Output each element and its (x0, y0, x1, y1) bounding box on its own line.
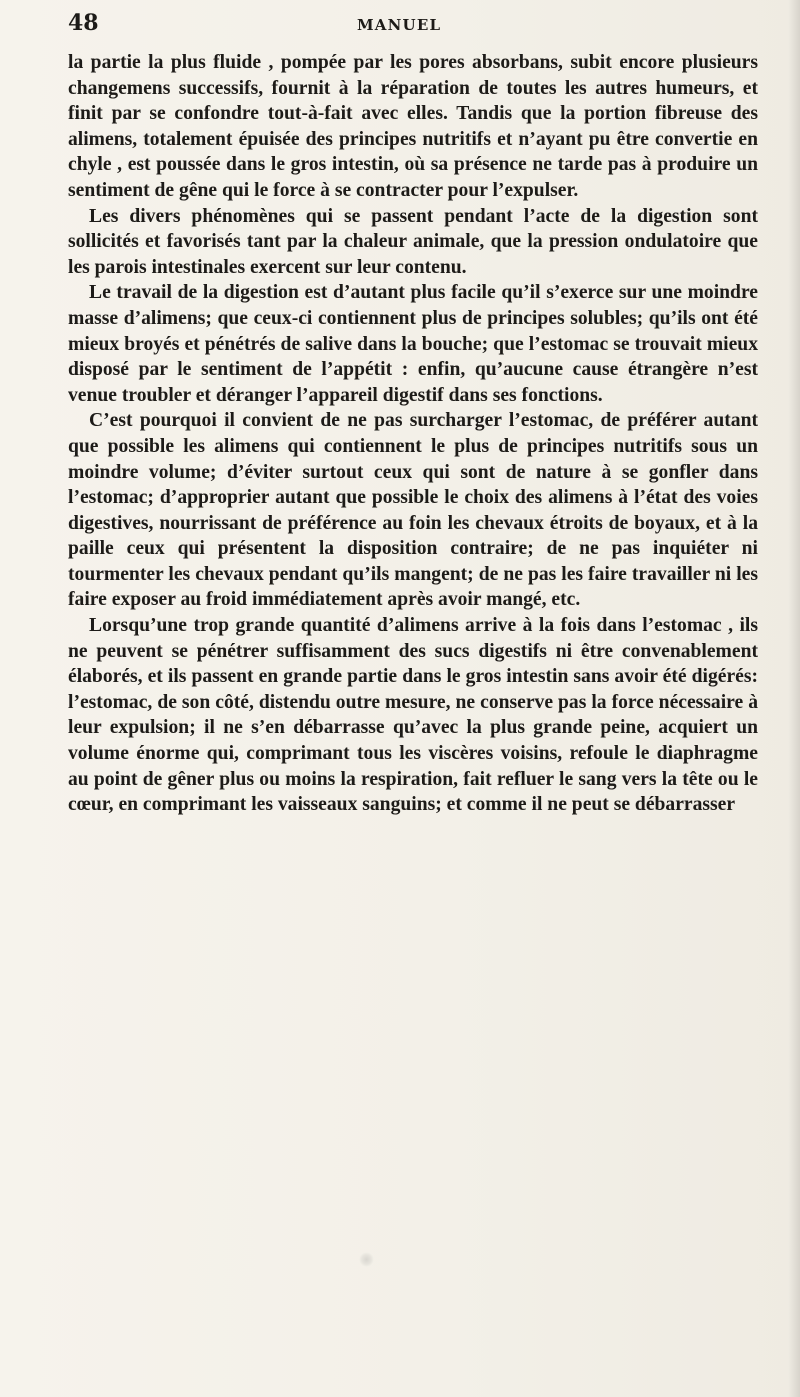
paragraph-3: Le travail de la digestion est d’autant plus facile qu’il s’exerce sur une moindre masse d’alimens; que ceux-ci contiennent plus de principes solubles; qu’ils ont été mieux broyés et pénétrés de salive dans la bouche; que l’estomac se trouvait mieux disposé par le sentiment de l’appétit : enfin, qu’aucune cause étrangère n’est venue troubler et déranger l’appareil digestif dans ses fonctions. (68, 282, 758, 406)
paragraph-5: Lorsqu’une trop grande quantité d’alimens arrive à la fois dans l’estomac , ils ne peuvent se pénétrer suffisamment des sucs digestifs ni être convenablement élaborés, et ils passent en grande partie dans le gros intestin sans avoir été digérés: l’estomac, de son côté, distendu outre mesure, ne conserve pas la force nécessaire à leur expulsion; il ne s’en débarrasse qu’avec la plus grande peine, acquiert un volume énorme qui, comprimant tous les viscères voisins, refoule le diaphragme au point de gêner plus ou moins la respiration, fait refluer le sang vers la tête ou le cœur, en comprimant les vaisseaux sanguins; et comme il ne peut se débarrasser (68, 615, 758, 816)
paragraph-1: la partie la plus fluide , pompée par les pores absorbans, subit encore plusieurs changemens successifs, fournit à la réparation de toutes les autres humeurs, et finit par se confondre tout-à-fait avec elles. Tandis que la portion fibreuse des alimens, totalement épuisée des principes nutritifs et n’ayant pu être convertie en chyle , est poussée dans le gros intestin, où sa présence ne tarde pas à produire un sentiment de gêne qui le force à se contracter pour l’expulser. (68, 52, 758, 201)
page-number: 48 (68, 10, 99, 36)
body-text (68, 50, 758, 818)
paragraph-2: Les divers phénomènes qui se passent pendant l’acte de la digestion sont sollicités et favorisés tant par la chaleur animale, que la pression ondulatoire que les parois intestinales exercent sur leur contenu. (68, 205, 758, 278)
paragraph-4: C’est pourquoi il convient de ne pas surcharger l’estomac, de préférer autant que possible les alimens qui contiennent le plus de principes nutritifs sous un moindre volume; d’éviter surtout ceux qui sont de nature à se gonfler dans l’estomac; d’approprier autant que possible le choix des alimens à l’état des voies digestives, nourrissant de préférence au foin les chevaux étroits de boyaux, et à la paille ceux qui présentent la disposition contraire; de ne pas inquiéter ni tourmenter les chevaux pendant qu’ils mangent; de ne pas les faire travailler ni les faire exposer au froid immédiatement après avoir mangé, etc. (68, 410, 758, 611)
ink-smudge (359, 1252, 374, 1267)
page-edge-shadow (788, 0, 800, 1397)
running-head: MANUEL (357, 16, 442, 34)
